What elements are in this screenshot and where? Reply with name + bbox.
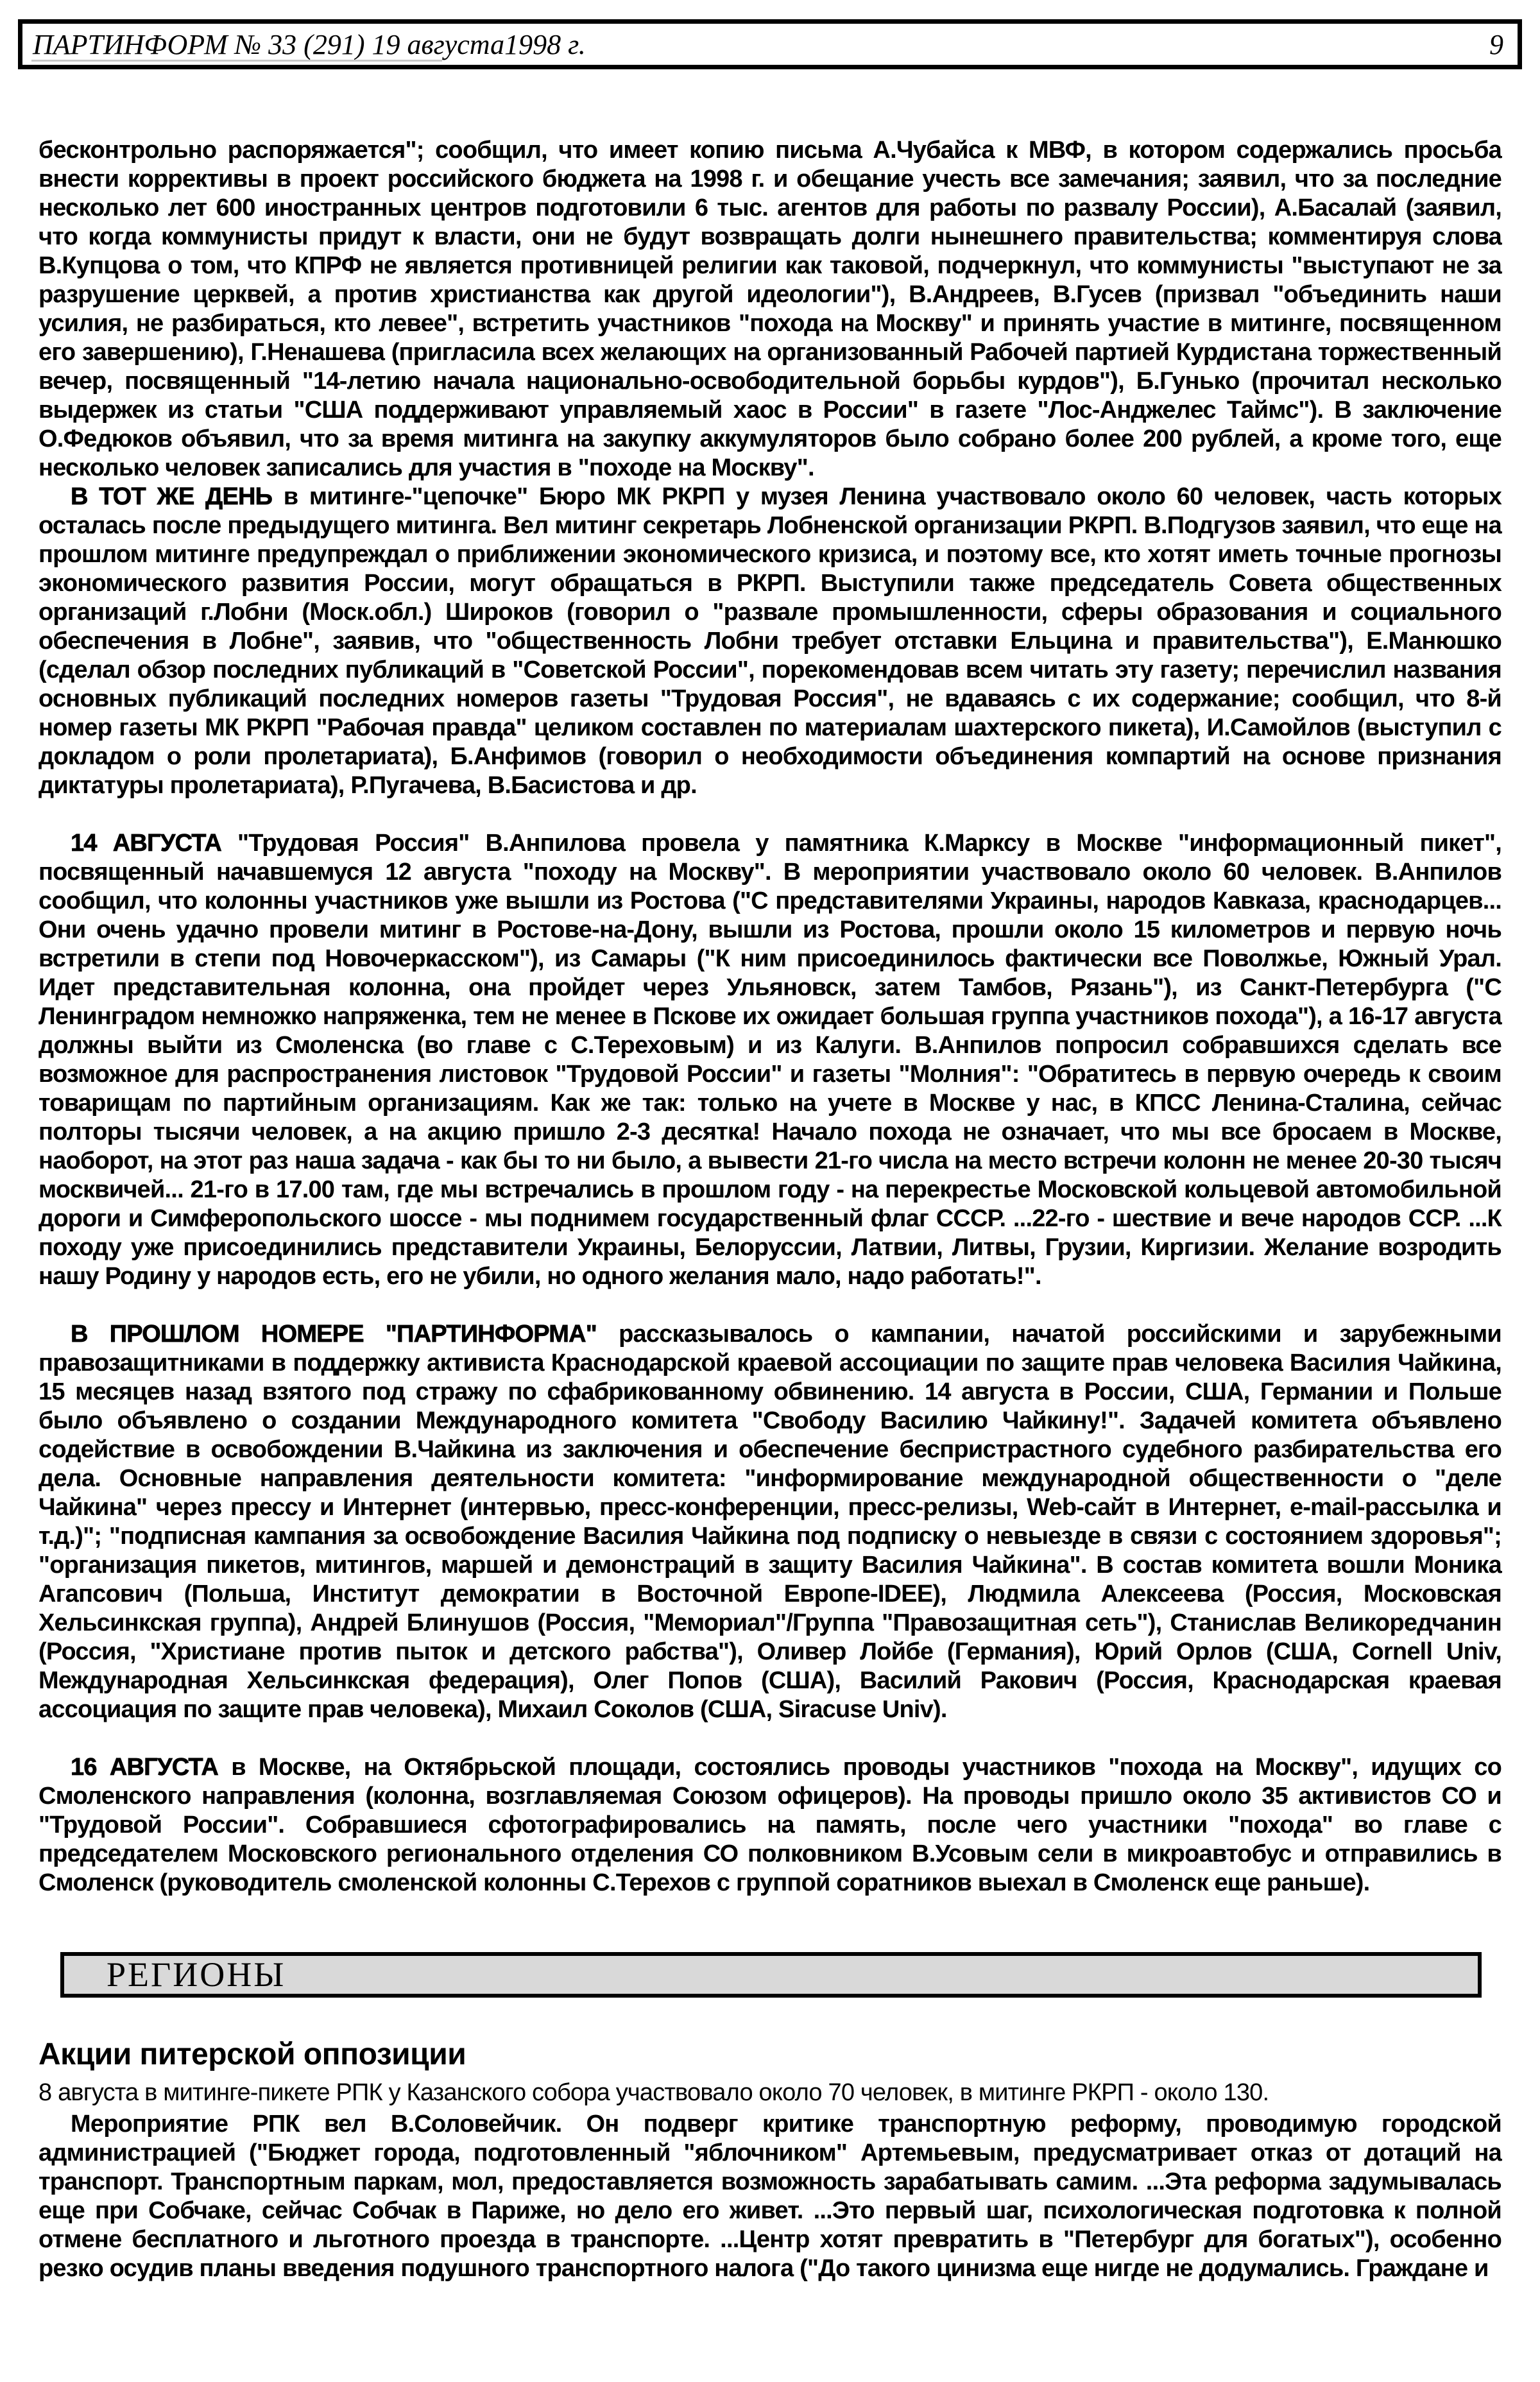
scan-artifact-line [31,60,442,62]
newsletter-title: ПАРТИНФОРМ № 33 (291) 19 августа1998 г. [33,28,586,60]
paragraph-lead: В ПРОШЛОМ НОМЕРЕ "ПАРТИНФОРМА" [71,1321,597,1348]
paragraph-text: Мероприятие РПК вел В.Соловейчик. Он подверг критике транспортную реформу, проводимую городской администрацией ("Бюджет города, подготовленный "яблочником" Артемьевым, предусматривает отказ от дотаций на транспорт. Транспортным паркам, мол, предоставляется возможность зарабатывать самим. ...Эта реформа задумывалась еще при Собчаке, сейчас Собчак в Париже, но дело его живет. ...Это первый шаг, психологическая подготовка к полной отмене бесплатного и льготного проезда в транспорте. ...Центр хотят превратить в "Петербург для богатых"), особенно резко осудив планы введения подушного транспортного налога ("До такого цинизма еще нигде не додумались. Граждане и [38,2111,1502,2282]
paragraph-august-14 [38,829,1502,1291]
paragraph-text: рассказывалось о кампании, начатой российскими и зарубежными правозащитниками в поддержку активиста Краснодарской краевой ассоциации по защите прав человека Василия Чайкина, 15 месяцев назад взятого под стражу по сфабрикованному обвинению. 14 августа в России, США, Германии и Польше было объявлено о создании Международного комитета "Свободу Василию Чайкину!". Задачей комитета объявлено содействие в освобождении В.Чайкина из заключения и обеспечение беспристрастного судебного разбирательства его дела. Основные направления деятельности комитета: "информирование международной общественности о "деле Чайкина" через прессу и Интернет (интервью, пресс-конференции, пресс-релизы, Web-сайт в Интернет, e-mail-рассылка и т.д.)"; "подписная кампания за освобождение Василия Чайкина под подписку о невыезде в связи с состоянием здоровья"; "организация пикетов, митингов, маршей и демонстраций в защиту Василия Чайкина". В состав комитета вошли Моника Агапсович (Польша, Институт демократии в Восточной Европе-IDEE), Людмила Алексеева (Россия, Московская Хельсинкская группа), Андрей Блинушов (Россия, "Мемориал"/Группа "Правозащитная сеть"), Станислав Великоредчанин (Россия, "Христиане против пыток и детского рабства"), Оливер Лойбе (Германия), Юрий Орлов (США, Cornell Univ, Международная Хельсинкская федерация), Олег Попов (США), Василий Ракович (Россия, Краснодарская краевая ассоциация по защите прав человека), Михаил Соколов (США, Siracuse Univ). [38,1321,1502,1723]
paragraph-previous-issue [38,1320,1502,1724]
paragraph-text: в Москве, на Октябрьской площади, состоялись проводы участников "похода на Москву", идущих со Смоленского направления (колонна, возглавляемая Союзом офицеров). На проводы пришло около 35 активистов СО и "Трудовой России". Собравшиеся сфотографировались на память, после чего участники "похода" во главе с председателем Московского регионального отделения СО полковником В.Усовым сели в микроавтобус и отправились в Смоленск (руководитель смоленской колонны С.Терехов с группой соратников выехал в Смоленск еще раньше). [38,1754,1502,1896]
paragraph-continuation [38,136,1502,483]
paragraph-lead: 16 АВГУСТА [71,1754,219,1781]
paragraph-august-16 [38,1753,1502,1898]
article-intro-line: 8 августа в митинге-пикете РПК у Казанского собора участвовало около 70 человек, в митинге РКРП - около 130. [38,2079,1269,2106]
page-number: 9 [1489,28,1503,60]
paragraph-text: в митинге-"цепочке" Бюро МК РКРП у музея Ленина участвовало около 60 человек, часть которых осталась после предыдущего митинга. Вел митинг секретарь Лобненской организации РКРП. В.Подгузов заявил, что еще на прошлом митинге предупреждал о приближении экономического кризиса, и поэтому все, кто хотят иметь точные прогнозы экономического развития России, могут обращаться в РКРП. Выступили также председатель Совета общественных организаций г.Лобни (Моск.обл.) Широков (говорил о "развале промышленности, сферы образования и социального обеспечения в Лобне", заявив, что "общественность Лобни требует отставки Ельцина и правительства"), Е.Манюшко (сделал обзор последних публикаций в "Советской России", порекомендовав всем читать эту газету; перечислил названия основных публикаций последних номеров газеты "Трудовая Россия", не вдаваясь с их содержание; сообщил, что 8-й номер газеты МК РКРП "Рабочая правда" целиком составлен по материалам шахтерского пикета), И.Самойлов (выступил с докладом о роли пролетариата), Б.Анфимов (говорил о необходимости объединения компартий на основе признания диктатуры пролетариата), Р.Пугачева, В.Басистова и др. [38,483,1502,799]
paragraph-text: бесконтрольно распоряжается"; сообщил, что имеет копию письма А.Чубайса к МВФ, в котором содержались просьба внести коррективы в проект российского бюджета на 1998 г. и обещание учесть все замечания; заявил, что за последние несколько лет 600 иностранных центров подготовили 6 тыс. агентов для работы по развалу России), А.Басалай (заявил, что когда коммунисты придут к власти, они не будут возвращать долги нынешнего правительства; комментируя слова В.Купцова о том, что КПРФ не является противницей религии как таковой, подчеркнул, что коммунисты "выступают не за разрушение церквей, а против христианства как другой идеологии"), В.Андреев, В.Гусев (призвал "объединить наши усилия, не разбираться, кто левее", встретить участников "похода на Москву" и принять участие в митинге, посвященном его завершению), Г.Ненашева (пригласила всех желающих на организованный Рабочей партией Курдистана торжественный вечер, посвященный "14-летию начала национально-освободительной борьбы курдов"), Б.Гунько (прочитал несколько выдержек из статьи "США поддерживают управляемый хаос в России" в газете "Лос-Анджелес Таймс"). В заключение О.Федюков объявил, что за время митинга на закупку аккумуляторов было собрано более 200 рублей, а кроме того, еще несколько человек записались для участия в "походе на Москву". [38,137,1502,481]
paragraph-lead: В ТОТ ЖЕ ДЕНЬ [71,483,273,510]
paragraph-lead: 14 АВГУСТА [71,830,221,857]
masthead-bar [18,19,1522,69]
regions-section-title: РЕГИОНЫ [107,1955,286,1994]
paragraph-same-day-rally [38,483,1502,800]
paragraph-text: "Трудовая Россия" В.Анпилова провела у памятника К.Марксу в Москве "информационный пикет", посвященный начавшемуся 12 августа "походу на Москву". В мероприятии участвовало около 60 человек. В.Анпилов сообщил, что колонны участников уже вышли из Ростова ("С представителями Украины, народов Кавказа, краснодарцев... Они очень удачно провели митинг в Ростове-на-Дону, вышли из Ростова, прошли около 15 километров и первую ночь встретили в степи под Новочеркасском"), из Самары ("К ним присоединилось фактически все Поволжье, Южный Урал. Идет представительная колонна, она пройдет через Ульяновск, затем Тамбов, Рязань"), из Санкт-Петербурга ("С Ленинградом немножко напряженка, тем не менее в Пскове их ожидает большая группа участников похода"), а 16-17 августа должны выйти из Смоленска (во главе с С.Тереховым) и из Калуги. В.Анпилов попросил собравшихся сделать все возможное для распространения листовок "Трудовой России" и газеты "Молния": "Обратитесь в первую очередь к своим товарищам по партийным организациям. Как же так: только на учете в Москве у нас, в КПСС Ленина-Сталина, сейчас полторы тысячи человек, а на акцию пришло 2-3 десятка! Начало похода не означает, что мы все бросаем в Москве, наоборот, на этот раз наша задача - как бы то ни было, а вывести 21-го числа на место встречи колонн не менее 20-30 тысяч москвичей... 21-го в 17.00 там, где мы встречались в прошлом году - на перекрестье Московской кольцевой автомобильной дороги и Симферопольского шоссе - мы поднимем государственный флаг СССР. ...22-го - шествие и вече народов ССР. ...К походу уже присоединились представители Украины, Белоруссии, Латвии, Литвы, Грузии, Киргизии. Желание возродить нашу Родину у народов есть, его не убили, но одного желания мало, надо работать!". [38,830,1502,1290]
paragraph-piter-meeting [38,2110,1502,2283]
article-heading: Акции питерской оппозиции [38,2037,466,2071]
article-content [38,136,1502,2283]
regions-section-header [60,1952,1482,1998]
